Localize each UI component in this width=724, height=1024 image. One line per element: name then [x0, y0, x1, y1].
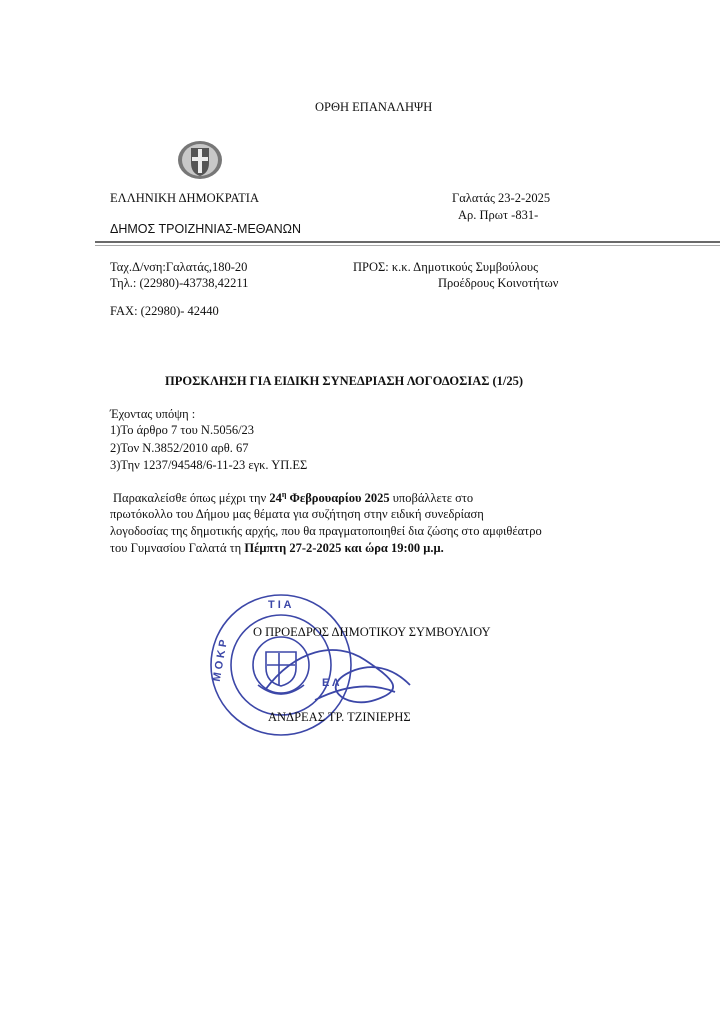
subject-heading: ΠΡΟΣΚΛΗΣΗ ΓΙΑ ΕΙΔΙΚΗ ΣΥΝΕΔΡΙΑΣΗ ΛΟΓΟΔΟΣΙΑΣ (1/25) [165, 374, 524, 388]
address-line: Ταχ.Δ/νση:Γαλατάς,180-20 [110, 260, 248, 274]
header-divider [95, 241, 720, 243]
svg-text:Μ Ο Κ Ρ: Μ Ο Κ Ρ [210, 638, 230, 683]
svg-text:Τ Ι Α: Τ Ι Α [268, 599, 292, 611]
greek-coat-of-arms-icon [177, 140, 223, 180]
reference-item: 1)Το άρθρο 7 του Ν.5056/23 [110, 423, 255, 437]
document-date: Γαλατάς 23-2-2025 [452, 191, 551, 205]
handwritten-signature [255, 630, 415, 720]
paragraph-line-1 [113, 490, 473, 506]
reference-item: 3)Την 1237/94548/6-11-23 εγκ. ΥΠ.ΕΣ [110, 458, 308, 472]
deadline-month: Φεβρουαρίου 2025 [286, 491, 390, 506]
recipient-line-1: ΠΡΟΣ: κ.κ. Δημοτικούς Συμβούλους [353, 260, 539, 274]
signatory-role: Ο ΠΡΟΕΔΡΟΣ ΔΗΜΟΤΙΚΟΥ ΣΥΜΒΟΥΛΙΟΥ [253, 625, 491, 639]
phone-line: Τηλ.: (22980)-43738,42211 [110, 276, 249, 290]
signatory-name: ΑΝΔΡΕΑΣ ΤΡ. ΤΖΙΝΙΕΡΗΣ [268, 710, 411, 724]
fax-line: FAX: (22980)- 42440 [110, 304, 219, 318]
svg-text:Ε Λ: Ε Λ [322, 677, 340, 689]
municipality-label: ΔΗΜΟΣ ΤΡΟΙΖΗΝΙΑΣ-ΜΕΘΑΝΩΝ [110, 222, 302, 236]
considering-label: Έχοντας υπόψη : [110, 407, 196, 421]
protocol-number: Αρ. Πρωτ -831- [458, 208, 539, 222]
republic-label: ΕΛΛΗΝΙΚΗ ΔΗΜΟΚΡΑΤΙΑ [110, 191, 259, 205]
recipient-line-2: Προέδρους Κοινοτήτων [438, 276, 559, 290]
header-divider-thin [95, 245, 720, 246]
paragraph-text: υποβάλλετε στο [389, 491, 474, 506]
paragraph-line-2: πρωτόκολλο του Δήμου μας θέματα για συζήτηση στην ειδική συνεδρίαση [110, 507, 484, 521]
document-title: ΟΡΘΗ ΕΠΑΝΑΛΗΨΗ [315, 100, 433, 114]
deadline-day-suffix: η [281, 490, 287, 499]
paragraph-line-4 [110, 541, 444, 556]
meeting-datetime: Πέμπτη 27-2-2025 και ώρα 19:00 μ.μ. [244, 541, 444, 555]
paragraph-text: Παρακαλείσθε όπως μέχρι την [113, 491, 270, 506]
deadline-day: 24 [269, 491, 282, 506]
paragraph-line-3: λογοδοσίας της δημοτικής αρχής, που θα πραγματοποιηθεί δια ζώσης στο αμφιθέατρο [110, 524, 542, 538]
paragraph-text: του Γυμνασίου Γαλατά τη [110, 541, 245, 555]
reference-item: 2)Τον Ν.3852/2010 αρθ. 67 [110, 441, 249, 455]
